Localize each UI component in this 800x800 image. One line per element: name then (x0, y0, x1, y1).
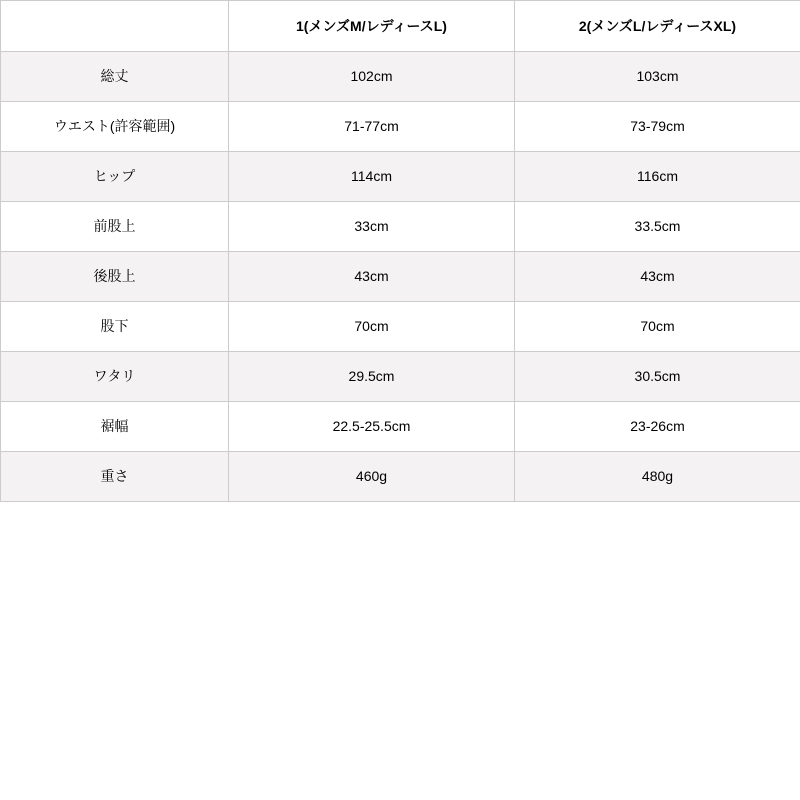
row-header-thigh: ワタリ (1, 352, 229, 402)
cell-hip-size1: 114cm (229, 152, 515, 202)
cell-inseam-size1: 70cm (229, 302, 515, 352)
column-header-size-2: 2(メンズL/レディースXL) (515, 1, 800, 52)
table-row (1, 52, 800, 102)
header-row (1, 1, 800, 52)
table-row (1, 102, 800, 152)
table-row (1, 302, 800, 352)
row-header-front-rise: 前股上 (1, 202, 229, 252)
row-header-hem-width: 裾幅 (1, 402, 229, 452)
table-corner-cell (1, 1, 229, 52)
table-row (1, 252, 800, 302)
table-row (1, 152, 800, 202)
cell-hip-size2: 116cm (515, 152, 800, 202)
row-header-hip: ヒップ (1, 152, 229, 202)
cell-total-length-size2: 103cm (515, 52, 800, 102)
cell-thigh-size1: 29.5cm (229, 352, 515, 402)
table-row (1, 352, 800, 402)
row-header-waist: ウエスト(許容範囲) (1, 102, 229, 152)
column-header-size-1: 1(メンズM/レディースL) (229, 1, 515, 52)
cell-thigh-size2: 30.5cm (515, 352, 800, 402)
table-body (1, 52, 800, 502)
cell-total-length-size1: 102cm (229, 52, 515, 102)
table-header (1, 1, 800, 52)
row-header-total-length: 総丈 (1, 52, 229, 102)
cell-weight-size2: 480g (515, 452, 800, 502)
row-header-weight: 重さ (1, 452, 229, 502)
table-row (1, 202, 800, 252)
cell-back-rise-size1: 43cm (229, 252, 515, 302)
row-header-inseam: 股下 (1, 302, 229, 352)
cell-front-rise-size2: 33.5cm (515, 202, 800, 252)
cell-front-rise-size1: 33cm (229, 202, 515, 252)
cell-waist-size2: 73-79cm (515, 102, 800, 152)
cell-hem-width-size1: 22.5-25.5cm (229, 402, 515, 452)
cell-waist-size1: 71-77cm (229, 102, 515, 152)
table-row (1, 402, 800, 452)
cell-back-rise-size2: 43cm (515, 252, 800, 302)
table-row (1, 452, 800, 502)
cell-inseam-size2: 70cm (515, 302, 800, 352)
row-header-back-rise: 後股上 (1, 252, 229, 302)
cell-hem-width-size2: 23-26cm (515, 402, 800, 452)
cell-weight-size1: 460g (229, 452, 515, 502)
